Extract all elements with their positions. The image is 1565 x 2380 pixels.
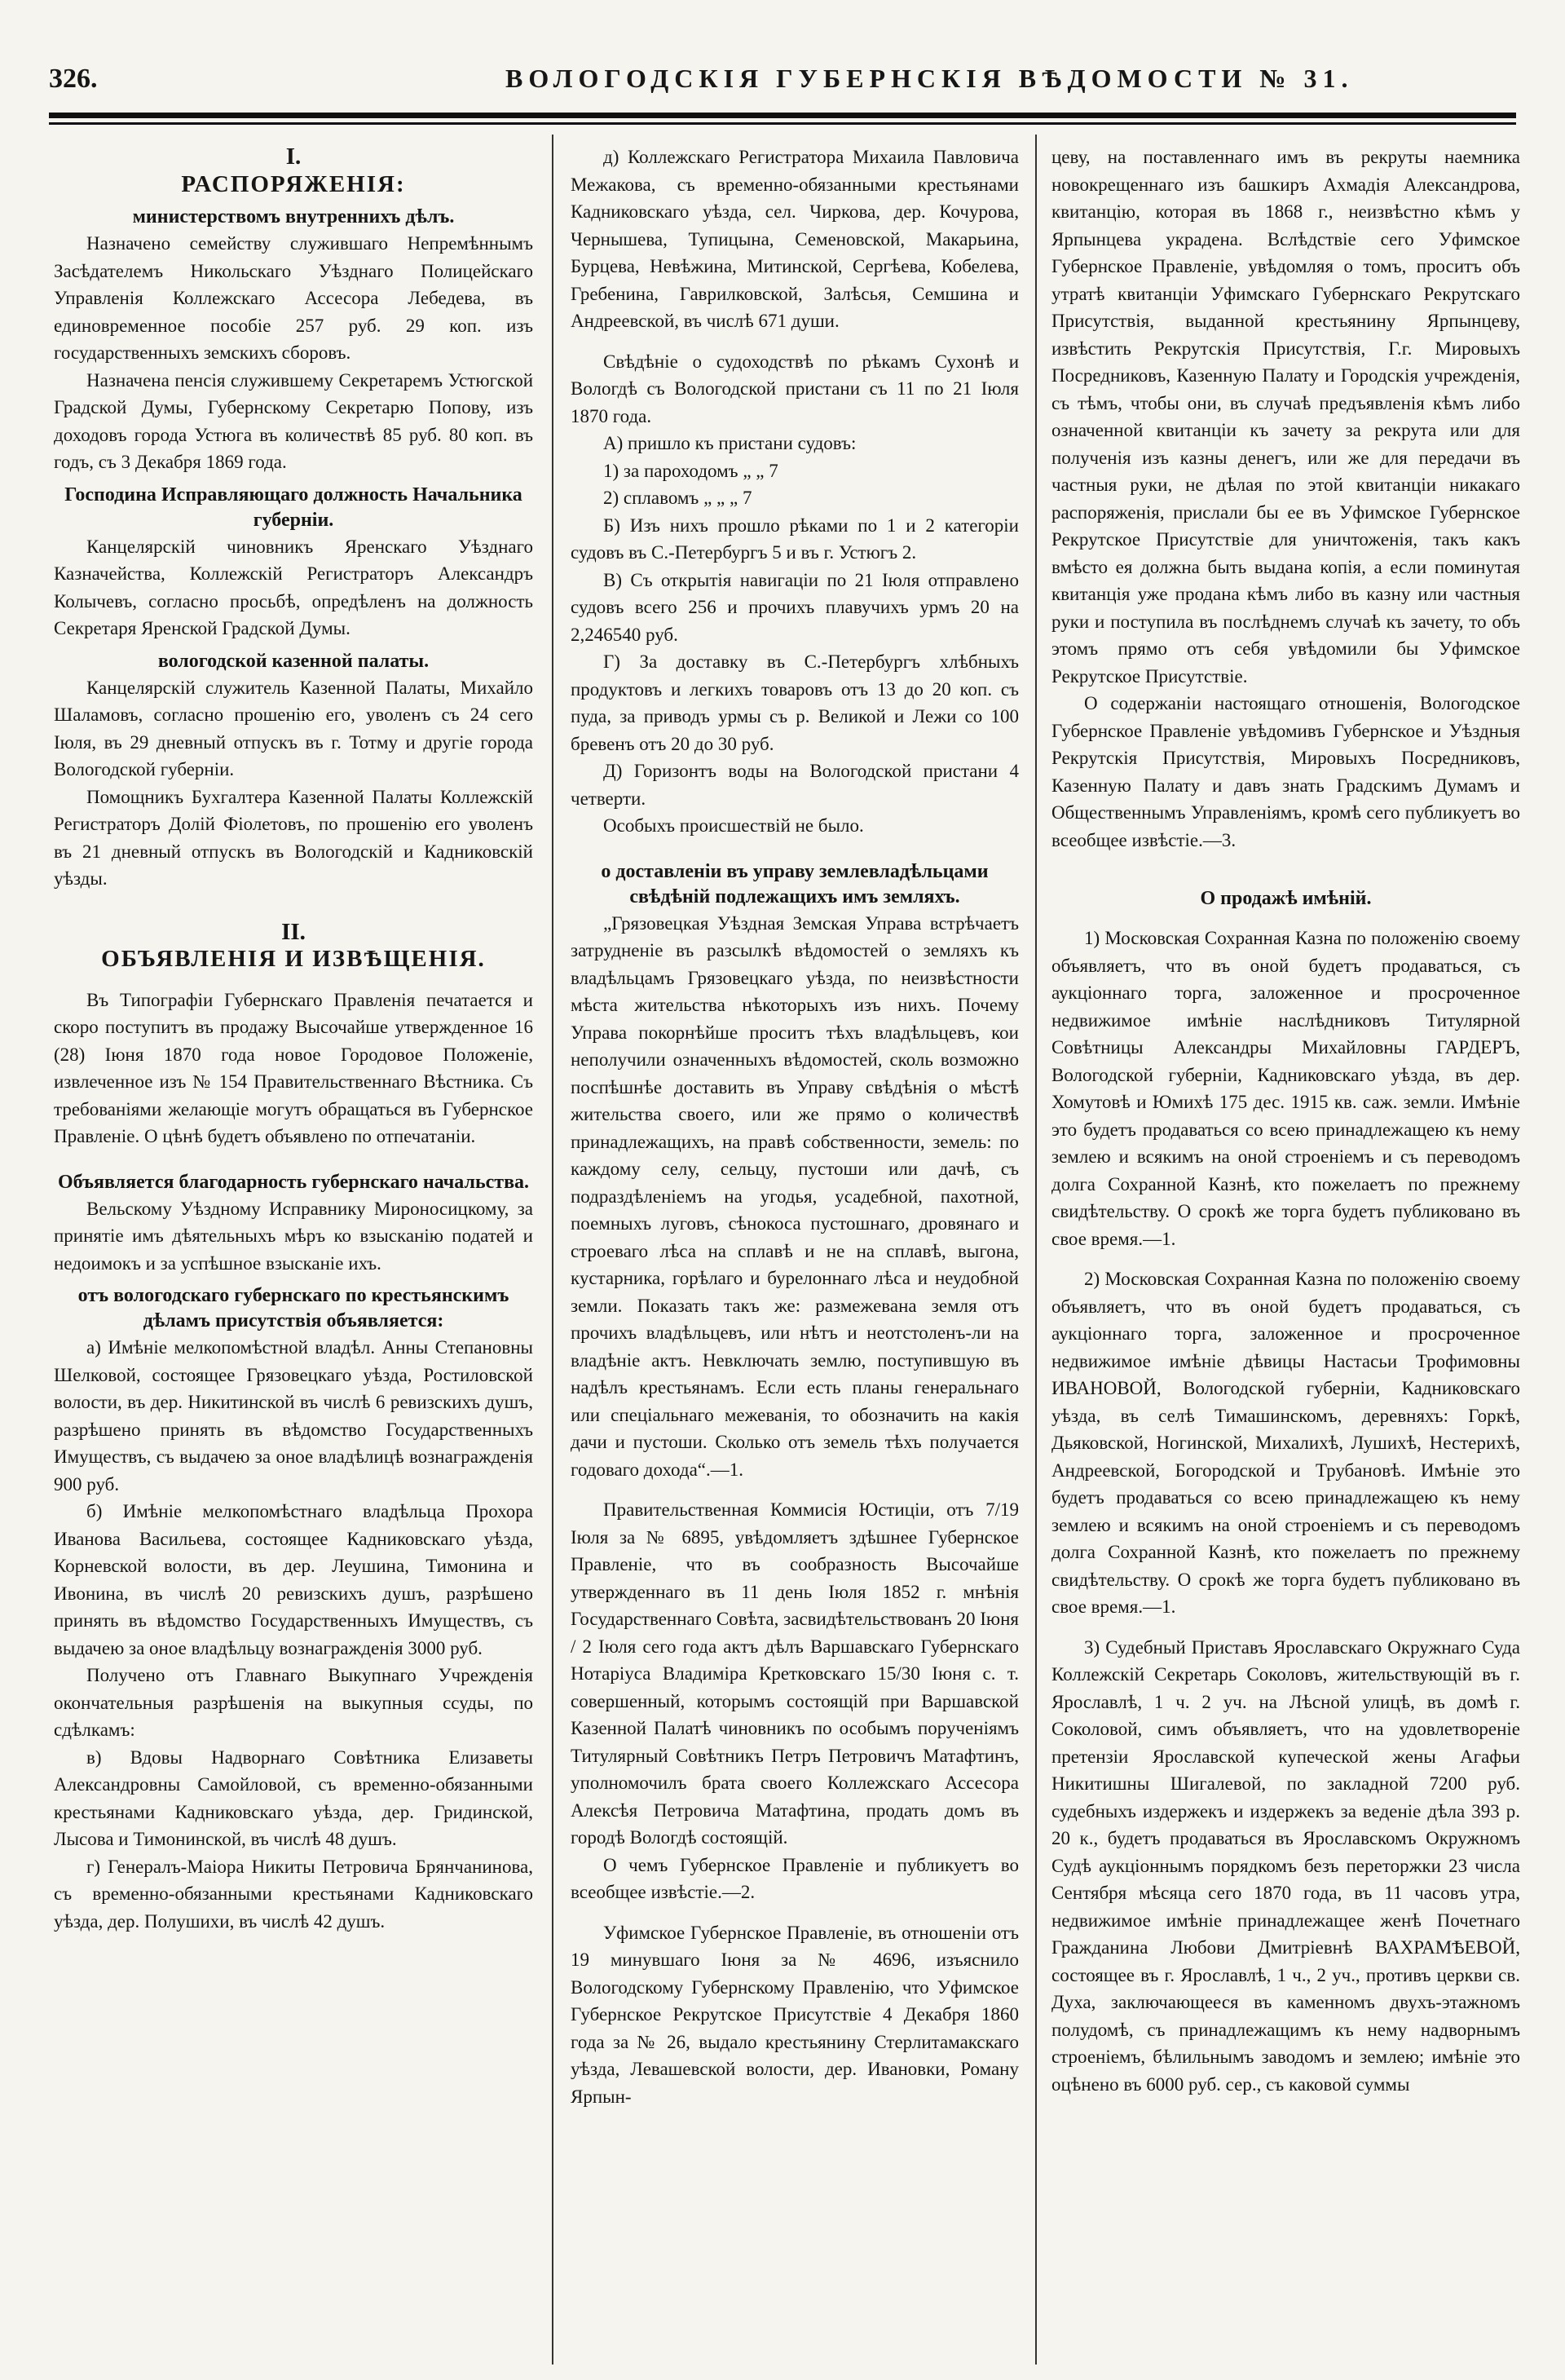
paragraph: Вельскому Уѣздному Исправнику Мироносицкому, за принятіе имъ дѣятельныхъ мѣръ ко взысканію податей и недоимокъ и за успѣшное взысканіе ихъ. (54, 1198, 533, 1274)
paragraph: О чемъ Губернское Правленіе и публикуетъ во всеобщее извѣстіе.—2. (571, 1854, 1019, 1902)
paragraph: б) Имѣніе мелкопомѣстнаго владѣльца Прохора Иванова Васильева, состоящее Кадниковскаго уѣзда, Корневской волости, въ дер. Леушина, Тимонина и Ивонина, въ числѣ 20 ревизскихъ душъ, разрѣшено принять въ вѣдомство Государственныхъ Имуществъ, съ выдачею за оное владѣльцу вознагражденія 3000 руб. (54, 1501, 533, 1658)
column-2 (571, 144, 1019, 2365)
paragraph: цеву, на поставленнаго имъ въ рекруты наемника новокрещеннаго изъ башкиръ Ахмадія Александрова, квитанцію, которая въ 1868 г., неизвѣстно кѣмъ у Ярпынцева украдена. Вслѣдствіе сего Уфимское Губернское Правленіе, увѣдомляя о томъ, проситъ объ утратѣ квитанціи Уфимскаго Губернскаго Рекрутскаго Присутствія, выданной крестьянину Ярпынцеву, извѣстить Рекрутскія Присутствія, Г.г. Мировыхъ Посредниковъ, Казенную Палату и Городскія учрежденія, съ тѣмъ, чтобы они, въ случаѣ предъявленія кѣмъ либо означенной квитанціи къ зачету за рекрута или для полученія изъ казны денегъ, или же для передачи въ частныя руки, не дѣлая по этой квитанціи никакаго распоряженія, прислали бы ее въ Уфимское Губернское Рекрутское Присутствіе для уничтоженія, такъ какъ вмѣсто ея должна быть выдана копія, а если поминутая квитанція уже продана кѣмъ либо въ казну или частныя руки и поступила въ послѣднемъ случаѣ къ зачету, то объ этомъ прямо отъ себя увѣдомили бы Уфимское Рекрутское Присутствіе. (1051, 147, 1520, 687)
header-rule-thick (49, 113, 1516, 118)
column-divider-2 (1035, 135, 1037, 2365)
paragraph: Получено отъ Главнаго Выкупнаго Учрежденія окончательныя разрѣшенія на выкупныя ссуды, по сдѣлкамъ: (54, 1665, 533, 1740)
navigation-item: А) пришло къ пристани судовъ: (603, 433, 857, 453)
paragraph: Уфимское Губернское Правленіе, въ отношеніи отъ 19 минувшаго Іюня за № 4696, изъяснило Вологодскому Губернскому Правленію, что Уфимское Губернское Рекрутское Присутствіе 4 Декабря 1860 года за № 26, выдало крестьянину Стерлитамакскаго уѣзда, Левашевской волости, дер. Ивановки, Роману Ярпын- (571, 1922, 1019, 2107)
column-3 (1051, 144, 1520, 2365)
newspaper-title: ВОЛОГОДСКІЯ ГУБЕРНСКІЯ ВѢДОМОСТИ № 31. (505, 64, 1354, 93)
navigation-item: 1) за пароходомъ „ „ 7 (603, 460, 778, 481)
heading-treasury: вологодской казенной палаты. (157, 650, 430, 672)
paragraph: г) Генералъ-Маіора Никиты Петровича Брянчанинова, съ временно-обязанными крестьянами Кадниковскаго уѣзда, дер. Полушихи, въ числѣ 42 душъ. (54, 1856, 533, 1932)
paragraph: Помощникъ Бухгалтера Казенной Палаты Коллежскій Регистраторъ Долій Фіолетовъ, по прошенію его уволенъ въ 21 дневный отпускъ въ Вологодскій и Кадниковскій уѣзды. (54, 786, 533, 889)
navigation-item: В) Съ открытія навигаціи по 21 Іюля отправлено судовъ всего 256 и прочихъ плавучихъ урмъ 20 на 2,246540 руб. (571, 569, 1019, 645)
navigation-item: 2) сплавомъ „ „ „ 7 (603, 488, 752, 508)
section-1-title: РАСПОРЯЖЕНІЯ: (181, 170, 406, 197)
page-header (49, 57, 1516, 114)
paragraph: О содержаніи настоящаго отношенія, Вологодское Губернское Правленіе увѣдомивъ Губернское и Уѣздныя Рекрутскія Присутствія, Мировыхъ Посредниковъ, Казенную Палату и давъ знать Градскимъ Думамъ и Общественнымъ Управленіямъ, кромѣ сего публикуетъ во всеобщее извѣстіе.—3. (1051, 693, 1520, 850)
paragraph: Назначена пенсія служившему Секретаремъ Устюгской Градской Думы, Губернскому Секретарю Попову, изъ доходовъ города Устюга въ количествѣ 85 руб. 80 коп. въ годъ, съ 3 Декабря 1869 года. (54, 369, 533, 472)
column-1 (54, 144, 533, 2365)
heading-estate-sales: О продажѣ имѣній. (1200, 888, 1372, 909)
page-number: 326. (49, 64, 98, 94)
heading-peasant-affairs: отъ вологодскаго губернскаго по крестьянскимъ дѣламъ присутствія объявляется: (77, 1285, 509, 1331)
navigation-item: Особыхъ происшествій не было. (603, 815, 864, 836)
paragraph: Въ Типографіи Губернскаго Правленія печатается и скоро поступитъ въ продажу Высочайше утвержденное 16 (28) Іюня 1870 года новое Городовое Положеніе, извлеченное изъ № 154 Правительственнаго Вѣстника. Съ требованіями желающіе могутъ обращаться въ Губернское Правленіе. О цѣнѣ будетъ объявлено по отпечатаніи. (54, 989, 533, 1146)
paragraph: д) Коллежскаго Регистратора Михаила Павловича Межакова, съ временно-обязанными крестьянами Кадниковскаго уѣзда, сел. Чиркова, дер. Кочурова, Чернышева, Тупицына, Семеновской, Макарьина, Бурцева, Невѣжина, Митинской, Сергѣева, Кобелева, Гребенина, Гаврилковской, Залѣсья, Семшина и Андреевской, въ числѣ 671 души. (571, 147, 1019, 331)
navigation-item: Д) Горизонтъ воды на Вологодской пристани 4 четверти. (571, 761, 1019, 809)
paragraph: 2) Московская Сохранная Казна по положенію своему объявляетъ, что въ оной будетъ продаваться, съ аукціоннаго торга, заложенное и просроченное недвижимое имѣніе дѣвицы Настасьи Трофимовны ИВАНОВОЙ, Вологодской губерніи, Кадниковскаго уѣзда, въ селѣ Тимашинскомъ, деревняхъ: Горкѣ, Дьяковской, Ногинской, Михалихѣ, Лушихѣ, Нестерихѣ, Андреевской, Богородской и Трубановѣ. Имѣніе это будетъ продаваться со всею принадлежащею къ нему землею и всякимъ на оной строеніемъ и съ переводомъ долга Сохранной Казнѣ, кто пожелаетъ по прежнему свидѣтельству. О срокѣ же торга будетъ публиковано въ свое время.—1. (1051, 1269, 1520, 1617)
paragraph: Назначено семейству служившаго Непремѣннымъ Засѣдателемъ Никольскаго Уѣзднаго Полицейскаго Управленія Коллежскаго Ассесора Лебедева, въ единовременное пособіе 257 руб. 29 коп. изъ государственныхъ земскихъ сборовъ. (54, 233, 533, 363)
header-rule-thin (49, 122, 1516, 125)
heading-land-info: о доставленіи въ управу землевладѣльцами свѣдѣній подлежащихъ имъ земляхъ. (601, 860, 989, 907)
section-1-number: I. (285, 144, 302, 170)
heading-gratitude: Объявляется благодарность губернскаго начальства. (57, 1171, 530, 1193)
paragraph: в) Вдовы Надворнаго Совѣтника Елизаветы Александровны Самойловой, съ временно-обязанными крестьянами Кадниковскаго уѣзда, дер. Гридинской, Лысова и Тимонинской, въ числѣ 48 душъ. (54, 1746, 533, 1849)
column-divider-1 (552, 135, 553, 2365)
paragraph: а) Имѣніе мелкопомѣстной владѣл. Анны Степановны Шелковой, состоящее Грязовецкаго уѣзда, Ростиловской волости, въ дер. Никитинской въ числѣ 6 ревизскихъ душъ, разрѣшено принять въ вѣдомство Государственныхъ Имуществъ, съ выдачею за оное владѣлицѣ вознагражденія 900 руб. (54, 1337, 533, 1495)
paragraph: 1) Московская Сохранная Казна по положенію своему объявляетъ, что въ оной будетъ продаваться, съ аукціоннаго торга, заложенное и просроченное недвижимое имѣніе наслѣдниковъ Титулярной Совѣтницы Александры Михайловны ГАРДЕРЪ, Вологодской губерніи, Кадниковскаго уѣзда, въ дер. Хомутовѣ и Юмихѣ 175 дес. 1915 кв. саж. земли. Имѣніе это будетъ продаваться со всею принадлежащею къ нему землею и всякимъ на оной строеніемъ и съ переводомъ долга Сохранной Казнѣ, кто пожелаетъ по прежнему свидѣтельству. О срокѣ же торга будетъ публиковано въ свое время.—1. (1051, 928, 1520, 1249)
heading-mvd: министерствомъ внутреннихъ дѣлъ. (132, 206, 455, 227)
navigation-item: Г) За доставку въ С.-Петербургъ хлѣбныхъ продуктовъ и легкихъ товаровъ отъ 13 до 20 коп. съ пуда, за приводъ урмы съ р. Великой и Лежи со 100 бревенъ отъ 20 до 30 руб. (571, 651, 1019, 754)
section-2-number: II. (281, 918, 306, 945)
paragraph: 3) Судебный Приставъ Ярославскаго Окружнаго Суда Коллежскій Секретарь Соколовъ, жительствующій въ г. Ярославлѣ, 1 ч. 2 уч. на Лѣсной улицѣ, въ домѣ г. Соколовой, симъ объявляетъ, что на удовлетвореніе претензіи Ярославской купеческой жены Агафьи Никитишны Шигалевой, по закладной 7200 руб. судебныхъ издержекъ и издержекъ за веденіе дѣла 393 р. 20 к., будетъ продаваться въ Ярославскомъ Окружномъ Судѣ аукціоннымъ порядкомъ безъ переторжки 23 числа Сентября мѣсяца сего 1870 года, въ 11 часовъ утра, недвижимое имѣніе принадлежащее женѣ Почетнаго Гражданина Любови Дмитріевнѣ ВАХРАМѢЕВОЙ, состоящее въ г. Ярославлѣ, 1 ч., 2 уч., противъ церкви св. Духа, заключающееся въ каменномъ двухъ-этажномъ полудомѣ, съ принадлежащимъ къ нему надворнымъ строеніемъ, бѣлильнымъ заводомъ и землею; имѣніе это оцѣнено въ 6000 руб. сер., съ каковой суммы (1051, 1636, 1520, 2095)
paragraph: „Грязовецкая Уѣздная Земская Управа встрѣчаетъ затрудненіе въ разсылкѣ вѣдомостей о земляхъ къ владѣльцамъ Грязовецкаго уѣзда, по неизвѣстности мѣста жительства нѣкоторыхъ изъ нихъ. Почему Управа покорнѣйше проситъ тѣхъ владѣльцевъ, кои неполучили означенныхъ вѣдомостей, сколь возможно поспѣшнѣе доставить въ Управу свѣдѣнія о мѣстѣ жительства своего, или же прямо о количествѣ принадлежащихъ, на правѣ собственности, земель: по каждому селу, сельцу, пустоши или дачѣ, съ подраздѣленіемъ на угодья, усадебной, пахотной, поемныхъ луговъ, сѣнокоса пустошнаго, дровянаго и строеваго лѣса на сплавѣ и не на сплавѣ, выгона, кустарника, горѣлаго и бурелоннаго лѣса и неудобной земли. Показать такъ же: размежевана земля отъ прочихъ владѣльцевъ, или нѣтъ и неотстоленъ-ли на владѣніе актъ. Невключать землю, поступившую въ надѣлъ крестьянамъ. Если есть планы генеральнаго или спеціальнаго межеванія, то обозначить на какія дачи и пустоши. Сколько отъ земель тѣхъ получается годоваго дохода“.—1. (571, 912, 1019, 1480)
paragraph: Канцелярскій чиновникъ Яренскаго Уѣзднаго Казначейства, Коллежскій Регистраторъ Александръ Колычевъ, согласно просьбѣ, опредѣленъ на должность Секретаря Яренской Градской Думы. (54, 536, 533, 638)
navigation-report-heading: Свѣдѣніе о судоходствѣ по рѣкамъ Сухонѣ и Вологдѣ съ Вологодской пристани съ 11 по 21 Іюля 1870 года. (571, 351, 1019, 426)
paragraph: Канцелярскій служитель Казенной Палаты, Михайло Шаламовъ, согласно прошенію его, уволенъ съ 24 сего Іюля, въ 29 дневный отпускъ въ г. Тотму и другіе города Вологодской губерніи. (54, 677, 533, 779)
paragraph: Правительственная Коммисія Юстиціи, отъ 7/19 Іюля за № 6895, увѣдомляетъ здѣшнее Губернское Правленіе, что въ сообразность Высочайше утвержденнаго въ 11 день Іюля 1852 г. мнѣнія Государственнаго Совѣта, засвидѣтельствованъ 20 Іюня / 2 Іюля сего года актъ дѣлъ Варшавскаго Губернскаго Нотаріуса Владиміра Кретковскаго 15/30 Іюня с. т. совершенный, которымъ состоящій при Варшавской Казенной Палатѣ чиновникъ по особымъ порученіямъ Титулярный Совѣтникъ Петръ Петровичъ Матафтинъ, уполномочилъ брата своего Коллежскаго Ассесора Алексѣя Петровича Матафтина, продать домъ въ городѣ Вологдѣ состоящій. (571, 1499, 1019, 1848)
section-2-title: ОБЪЯВЛЕНІЯ И ИЗВѢЩЕНІЯ. (101, 946, 486, 972)
heading-governor: Господина Исправляющаго должность Начальника губерніи. (64, 484, 522, 531)
navigation-item: Б) Изъ нихъ прошло рѣками по 1 и 2 категоріи судовъ въ С.-Петербургъ 5 и въ г. Устюгъ 2. (571, 514, 1019, 563)
